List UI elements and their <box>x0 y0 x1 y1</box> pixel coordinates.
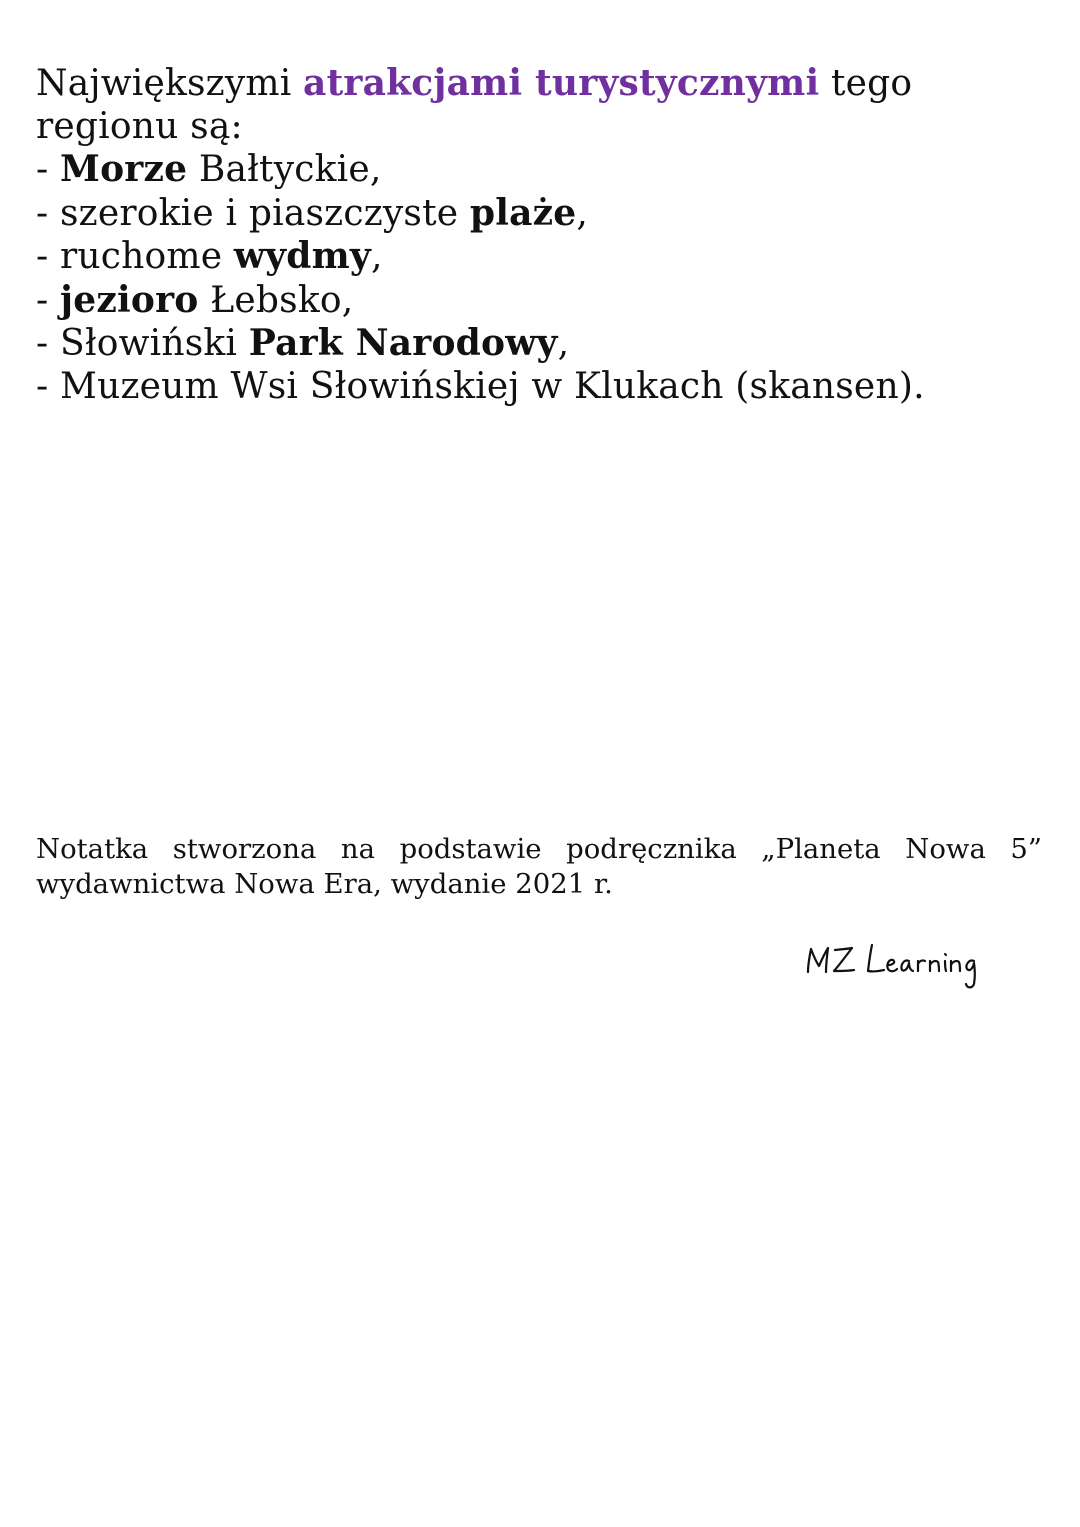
list-item <box>36 192 1026 236</box>
item-rest: , <box>557 323 570 364</box>
item-rest: Bałtyckie, <box>187 149 382 190</box>
item-bold: wydmy <box>233 235 372 277</box>
item-bold: Morze <box>60 148 188 190</box>
item-bold: jezioro <box>60 278 199 321</box>
item-prefix: - Muzeum Wsi Słowińskiej w Klukach (skansen). <box>36 365 925 407</box>
attractions-note <box>36 62 1026 408</box>
item-bold: Park Narodowy <box>248 322 558 364</box>
list-item <box>36 148 1026 192</box>
intro-before: Największymi <box>36 63 304 104</box>
item-prefix: - ruchome <box>36 236 234 277</box>
item-rest: Łebsko, <box>198 279 354 321</box>
intro-after: tego regionu są: <box>36 63 913 147</box>
signature-logo <box>780 930 1030 1000</box>
item-prefix: - <box>36 149 61 190</box>
source-line-2: wydawnictwa Nowa Era, wydanie 2021 r. <box>36 868 613 900</box>
list-item <box>36 279 1026 323</box>
item-prefix: - Słowiński <box>36 323 249 364</box>
list-item <box>36 322 1026 366</box>
attractions-list <box>36 148 1026 408</box>
intro-sentence <box>36 62 1026 148</box>
source-line-1: Notatka stworzona na podstawie podręcznika „Planeta Nowa 5” <box>36 833 1042 865</box>
item-rest: , <box>576 192 589 234</box>
list-item <box>36 235 1026 279</box>
item-prefix: - szerokie i piaszczyste <box>36 192 470 234</box>
intro-highlight: atrakcjami turystycznymi <box>303 62 820 104</box>
item-rest: , <box>371 236 383 277</box>
item-bold: plaże <box>469 191 577 234</box>
source-note <box>36 832 1042 902</box>
item-prefix: - <box>36 279 61 321</box>
list-item <box>36 366 1026 409</box>
